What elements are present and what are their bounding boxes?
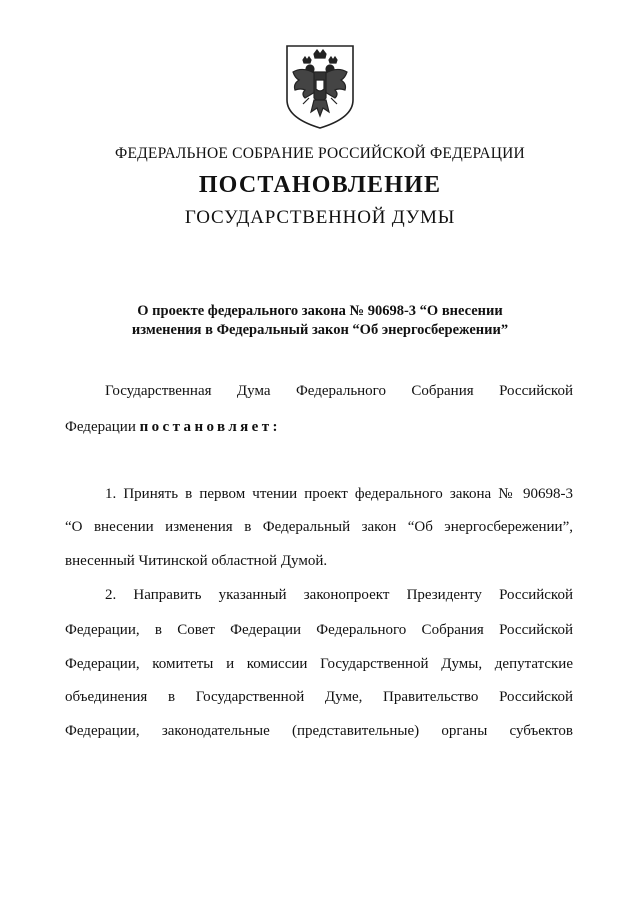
preamble-text: Федерации — [65, 419, 140, 435]
subject-line: О проекте федерального закона № 90698-3 “О внесении — [137, 303, 503, 319]
parliament-name: ФЕДЕРАЛЬНОЕ СОБРАНИЕ РОССИЙСКОЙ ФЕДЕРАЦИИ — [115, 145, 525, 162]
item-2-line: Федерации, законодательные (представительные) органы субъектов — [65, 723, 573, 739]
item-2-line: Федерации, комитеты и комиссии Государственной Думы, депутатские — [65, 656, 573, 672]
document-subject — [0, 302, 640, 340]
item-2-line: объединения в Государственной Думе, Правительство Российской — [65, 689, 573, 705]
coat-of-arms-icon — [281, 42, 359, 134]
document-type: ПОСТАНОВЛЕНИЕ — [198, 172, 442, 198]
issuing-body: ГОСУДАРСТВЕННОЙ ДУМЫ — [184, 207, 456, 228]
resolves-keyword: постановляет: — [139, 419, 281, 435]
item-1-line: 1. Принять в первом чтении проект федерального закона № 90698-3 — [105, 486, 573, 502]
subject-line: изменения в Федеральный закон “Об энергосбережении” — [131, 322, 509, 338]
preamble-line — [65, 418, 573, 436]
item-1-line: внесенный Читинской областной Думой. — [65, 553, 328, 569]
item-2-line: Федерации, в Совет Федерации Федерального Собрания Российской — [65, 622, 573, 638]
item-1-line: “О внесении изменения в Федеральный закон “Об энергосбережении”, — [65, 519, 573, 535]
item-2-line: 2. Направить указанный законопроект Президенту Российской — [105, 587, 573, 603]
preamble-line: Государственная Дума Федерального Собрания Российской — [105, 383, 573, 399]
